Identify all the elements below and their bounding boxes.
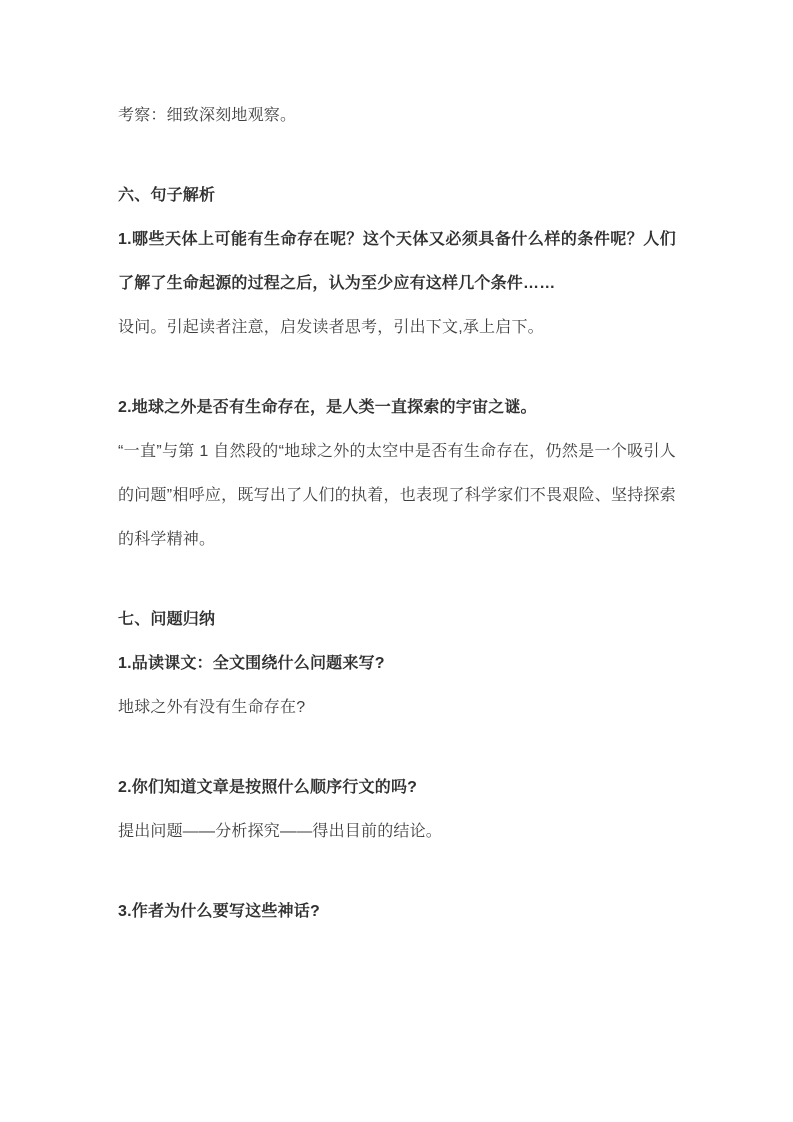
word-definition-line: 考察：细致深刻地观察。 — [118, 107, 297, 124]
answer-2: 提出问题——分析探究——得出目前的结论。 — [118, 823, 443, 840]
section-heading-sentence-analysis: 六、句子解析 — [118, 187, 216, 204]
question-2: 2.你们知道文章是按照什么顺序行文的吗? — [118, 779, 418, 796]
question-3: 3.作者为什么要写这些神话? — [118, 903, 320, 920]
section-heading-question-summary: 七、问题归纳 — [118, 611, 216, 628]
sentence-1-analysis: 设问。引起读者注意，启发读者思考，引出下文,承上启下。 — [118, 319, 544, 336]
answer-1: 地球之外有没有生命存在? — [118, 699, 306, 716]
sentence-2-quote: 2.地球之外是否有生命存在，是人类一直探索的宇宙之谜。 — [118, 399, 537, 416]
sentence-2-analysis: “一直”与第 1 自然段的“地球之外的太空中是否有生命存在，仍然是一个吸引人的问题”相呼应，既写出了人们的执着，也表现了科学家们不畏艰险、坚持探索的科学精神。 — [118, 443, 676, 548]
question-1: 1.品读课文：全文围绕什么问题来写? — [118, 655, 385, 672]
sentence-1-quote: 1.哪些天体上可能有生命存在呢？这个天体又必须具备什么样的条件呢？人们了解了生命起源的过程之后，认为至少应有这样几个条件…… — [118, 231, 676, 292]
